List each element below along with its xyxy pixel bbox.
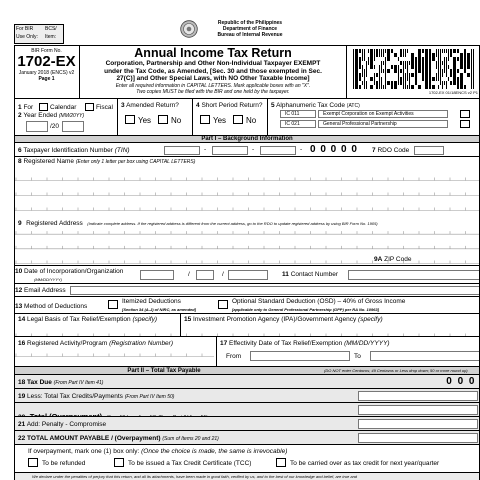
amended-yes-label: Yes [138, 116, 152, 125]
incorporation-year[interactable] [228, 270, 268, 280]
short-no-checkbox[interactable] [233, 115, 243, 124]
rdo-label: RDO Code [377, 147, 410, 154]
zip-code-label: ZIP Code [384, 256, 412, 263]
date-slash-2: / [222, 271, 224, 278]
overpay-label: If overpayment, mark one (1) box only: [28, 448, 140, 455]
effectivity-date-label: Effectivity Date of Tax Relief/Exemption [229, 340, 343, 347]
tin-dash-3: - [300, 146, 303, 153]
part2-rows [14, 375, 480, 445]
row-18 [14, 375, 480, 389]
incorporation-day[interactable] [196, 270, 214, 280]
row-18-no: 18 [18, 379, 26, 386]
department-text: Department of Finance [222, 26, 278, 32]
republic-text: Republic of the Philippines [217, 20, 283, 26]
barcode-box [346, 46, 480, 98]
row-22-no: 22 [18, 435, 26, 442]
row-22-label: TOTAL AMOUNT PAYABLE / (Overpayment) [27, 435, 161, 442]
atc-desc-1: Exempt Corporation on Exempt Activities [318, 110, 448, 118]
form-title: Annual Income Tax Return [134, 46, 292, 60]
carry-over-checkbox[interactable] [276, 458, 286, 467]
registered-address-hint: (Indicate complete address. If the registered address is different from the current address, go to the RDO to update registered address by using BIR Form No. 1905) [87, 221, 378, 226]
atc-ic011-checkbox[interactable] [460, 110, 470, 118]
subtitle-line-1: Corporation, Partnership and Other Non-Individual Taxpayer EXEMPT [105, 60, 321, 67]
registered-name-label: Registered Name [23, 158, 75, 165]
row-21-label: Add: Penalty - Compromise [26, 421, 107, 428]
atc-code-1: IC 011 [280, 110, 316, 118]
form-number-box [14, 46, 80, 98]
fiscal-checkbox[interactable] [85, 103, 94, 111]
page-label: Page 1 [38, 76, 55, 82]
part1-title: Part I – Background Information [14, 135, 480, 143]
incorporation-date-label: Date of Incorporation/Organization [24, 268, 124, 275]
incorporation-date-hint: (MM/DD/YYYY) [34, 277, 62, 282]
short-yes-checkbox[interactable] [200, 115, 210, 124]
contact-number-input[interactable] [348, 270, 480, 280]
incorporation-month[interactable] [140, 270, 174, 280]
registered-address-label: Registered Address [26, 220, 83, 227]
tin-part-3[interactable] [260, 146, 296, 155]
method-deductions-label: Method of Deductions [24, 303, 88, 310]
tin-branch-code[interactable]: 0 0 0 0 0 [310, 144, 358, 155]
registered-name-grid[interactable] [14, 166, 480, 211]
email-input[interactable] [70, 286, 480, 295]
amended-yes-checkbox[interactable] [125, 115, 135, 124]
row-22-hint: (Sum of Items 20 and 21) [162, 436, 219, 442]
row-21-no: 21 [18, 421, 26, 428]
barcode-code: 1702-EX 01/18ENCS v2 P1 [428, 90, 478, 95]
date-slash-1: / [188, 271, 190, 278]
penalty-value[interactable] [358, 419, 478, 429]
subtitle-line-2: under the Tax Code, as Amended, [Sec. 30 and those exempted in Sec. [104, 67, 322, 75]
itemized-checkbox[interactable] [108, 300, 118, 309]
effectivity-to-input[interactable] [370, 351, 480, 361]
osd-label: Optional Standard Deduction (OSD) – 40% of Gross Income [232, 298, 406, 305]
atc-ic021-checkbox[interactable] [460, 120, 470, 128]
osd-hint: [applicable only to General Professional Partnership (GPP) per RA No. 10963] [232, 307, 380, 312]
amended-label: Amended Return? [126, 102, 179, 109]
to-label: To [354, 353, 361, 360]
form-code: 1702-EX [17, 53, 76, 70]
atc-code-2: IC 021 [280, 120, 316, 128]
carry-over-label: To be carried over as tax credit for next year/quarter [290, 460, 440, 467]
row-20 [14, 403, 480, 417]
amended-no-checkbox[interactable] [158, 115, 168, 124]
effectivity-date-hint: (MM/DD/YYYY) [344, 340, 390, 347]
calendar-checkbox[interactable] [39, 103, 48, 111]
ipa-label: Investment Promotion Agency (IPA)/Government Agency [193, 316, 357, 323]
bureau-text: Bureau of Internal Revenue [217, 32, 283, 38]
year-prefix: /20 [50, 123, 60, 130]
tax-due-value[interactable]: 0 0 0 [446, 376, 476, 387]
atc-desc-2: General Professional Partnership [318, 120, 448, 128]
for-bir-label: For BIR [16, 26, 34, 32]
atc-label: Alphanumeric Tax Code [276, 102, 345, 109]
use-only-label: Use Only: [16, 34, 38, 40]
year-ended-label: Year Ended [23, 112, 58, 119]
contact-number-label: Contact Number [290, 271, 339, 278]
fiscal-label: Fiscal [96, 104, 113, 111]
barcode-icon [353, 49, 475, 89]
month-input[interactable] [26, 121, 48, 132]
registered-activity-grid[interactable] [14, 349, 214, 357]
bir-use-box [14, 24, 64, 44]
email-label: Email Address [24, 287, 66, 294]
row-19-hint: (From Part IV Item 50) [124, 394, 175, 400]
overpay-hint: (Once the choice is made, the same is irrevocable) [141, 448, 288, 455]
item-label: Item: [45, 34, 57, 40]
field1-label: For [23, 104, 34, 111]
total-payable-value[interactable] [358, 433, 478, 443]
legal-basis-hint: (specify) [132, 316, 157, 323]
year-input[interactable] [62, 121, 84, 132]
amended-no-label: No [171, 116, 182, 125]
effectivity-from-input[interactable] [250, 351, 350, 361]
row-21 [14, 417, 480, 431]
rdo-code-input[interactable] [414, 146, 444, 155]
tax-credits-value[interactable] [358, 391, 478, 401]
part2-note: (DO NOT enter Centavos; 49 Centavos or Less drop down; 50 or more round up) [324, 368, 468, 373]
refund-label: To be refunded [42, 460, 86, 467]
year-ended-hint: (MM/20YY) [58, 113, 85, 119]
itemized-label: Itemized Deductions [122, 298, 181, 305]
instruction-line-1: Enter all required information in CAPITAL LETTERS. Mark applicable boxes with an "X". [115, 82, 311, 89]
legal-basis-label: Legal Basis of Tax Relief/Exemption [27, 316, 131, 323]
bir-form-no-label: BIR Form No. [31, 48, 62, 54]
row-22 [14, 431, 480, 445]
instruction-line-2: Two copies MUST be filed with the BIR and one held by the taxpayer. [136, 88, 290, 95]
bcs-label: BCS/ [45, 26, 57, 32]
tin-dash-1: - [204, 146, 207, 153]
registered-activity-label: Registered Activity/Program [27, 340, 108, 347]
row-18-label: Tax Due [27, 379, 52, 386]
subtitle-line-3: 27(C)] and Other Special Laws, with NO Other Taxable Income] [116, 75, 310, 82]
row-19-label: Less: Total Tax Credits/Payments [27, 393, 123, 400]
itemized-hint: [Section 34 (A-J) of NIRC, as amended] [122, 307, 197, 312]
row-18-hint: (From Part IV Item 41) [53, 380, 104, 386]
short-no-label: No [246, 116, 257, 125]
tin-hint: (TIN) [114, 147, 130, 154]
row-19-no: 19 [18, 393, 26, 400]
tin-part-2[interactable] [212, 146, 248, 155]
bir-seal-icon [180, 20, 198, 38]
registered-activity-hint: (Registration Number) [109, 340, 173, 347]
calendar-label: Calendar [50, 104, 77, 111]
tcc-label: To be issued a Tax Credit Certificate (TCC) [128, 460, 252, 467]
tin-dash-2: - [252, 146, 255, 153]
ipa-hint: (specify) [358, 316, 383, 323]
declaration-text: We declare under the penalties of perjury that this return, and all its attachments, have been made in good faith, verified by us, and to the best of our knowledge and belief, are true and [32, 474, 358, 479]
tin-part-1[interactable] [164, 146, 200, 155]
atc-hint: (ATC) [346, 103, 360, 109]
tin-label: Taxpayer Identification Number [23, 147, 113, 154]
osd-checkbox[interactable] [218, 300, 228, 309]
short-yes-label: Yes [213, 116, 227, 125]
total-overpayment-value[interactable] [358, 405, 478, 415]
tcc-checkbox[interactable] [114, 458, 124, 467]
from-label: From [226, 353, 242, 360]
registered-name-hint: (Enter only 1 letter per box using CAPITAL LETTERS) [75, 159, 196, 165]
row-19 [14, 389, 480, 403]
part2-title: Part II – Total Tax Payable [127, 368, 201, 374]
refund-checkbox[interactable] [28, 458, 38, 467]
edition-label: January 2018 (ENCS) v2 [18, 70, 75, 76]
short-period-label: Short Period Return? [201, 102, 263, 109]
